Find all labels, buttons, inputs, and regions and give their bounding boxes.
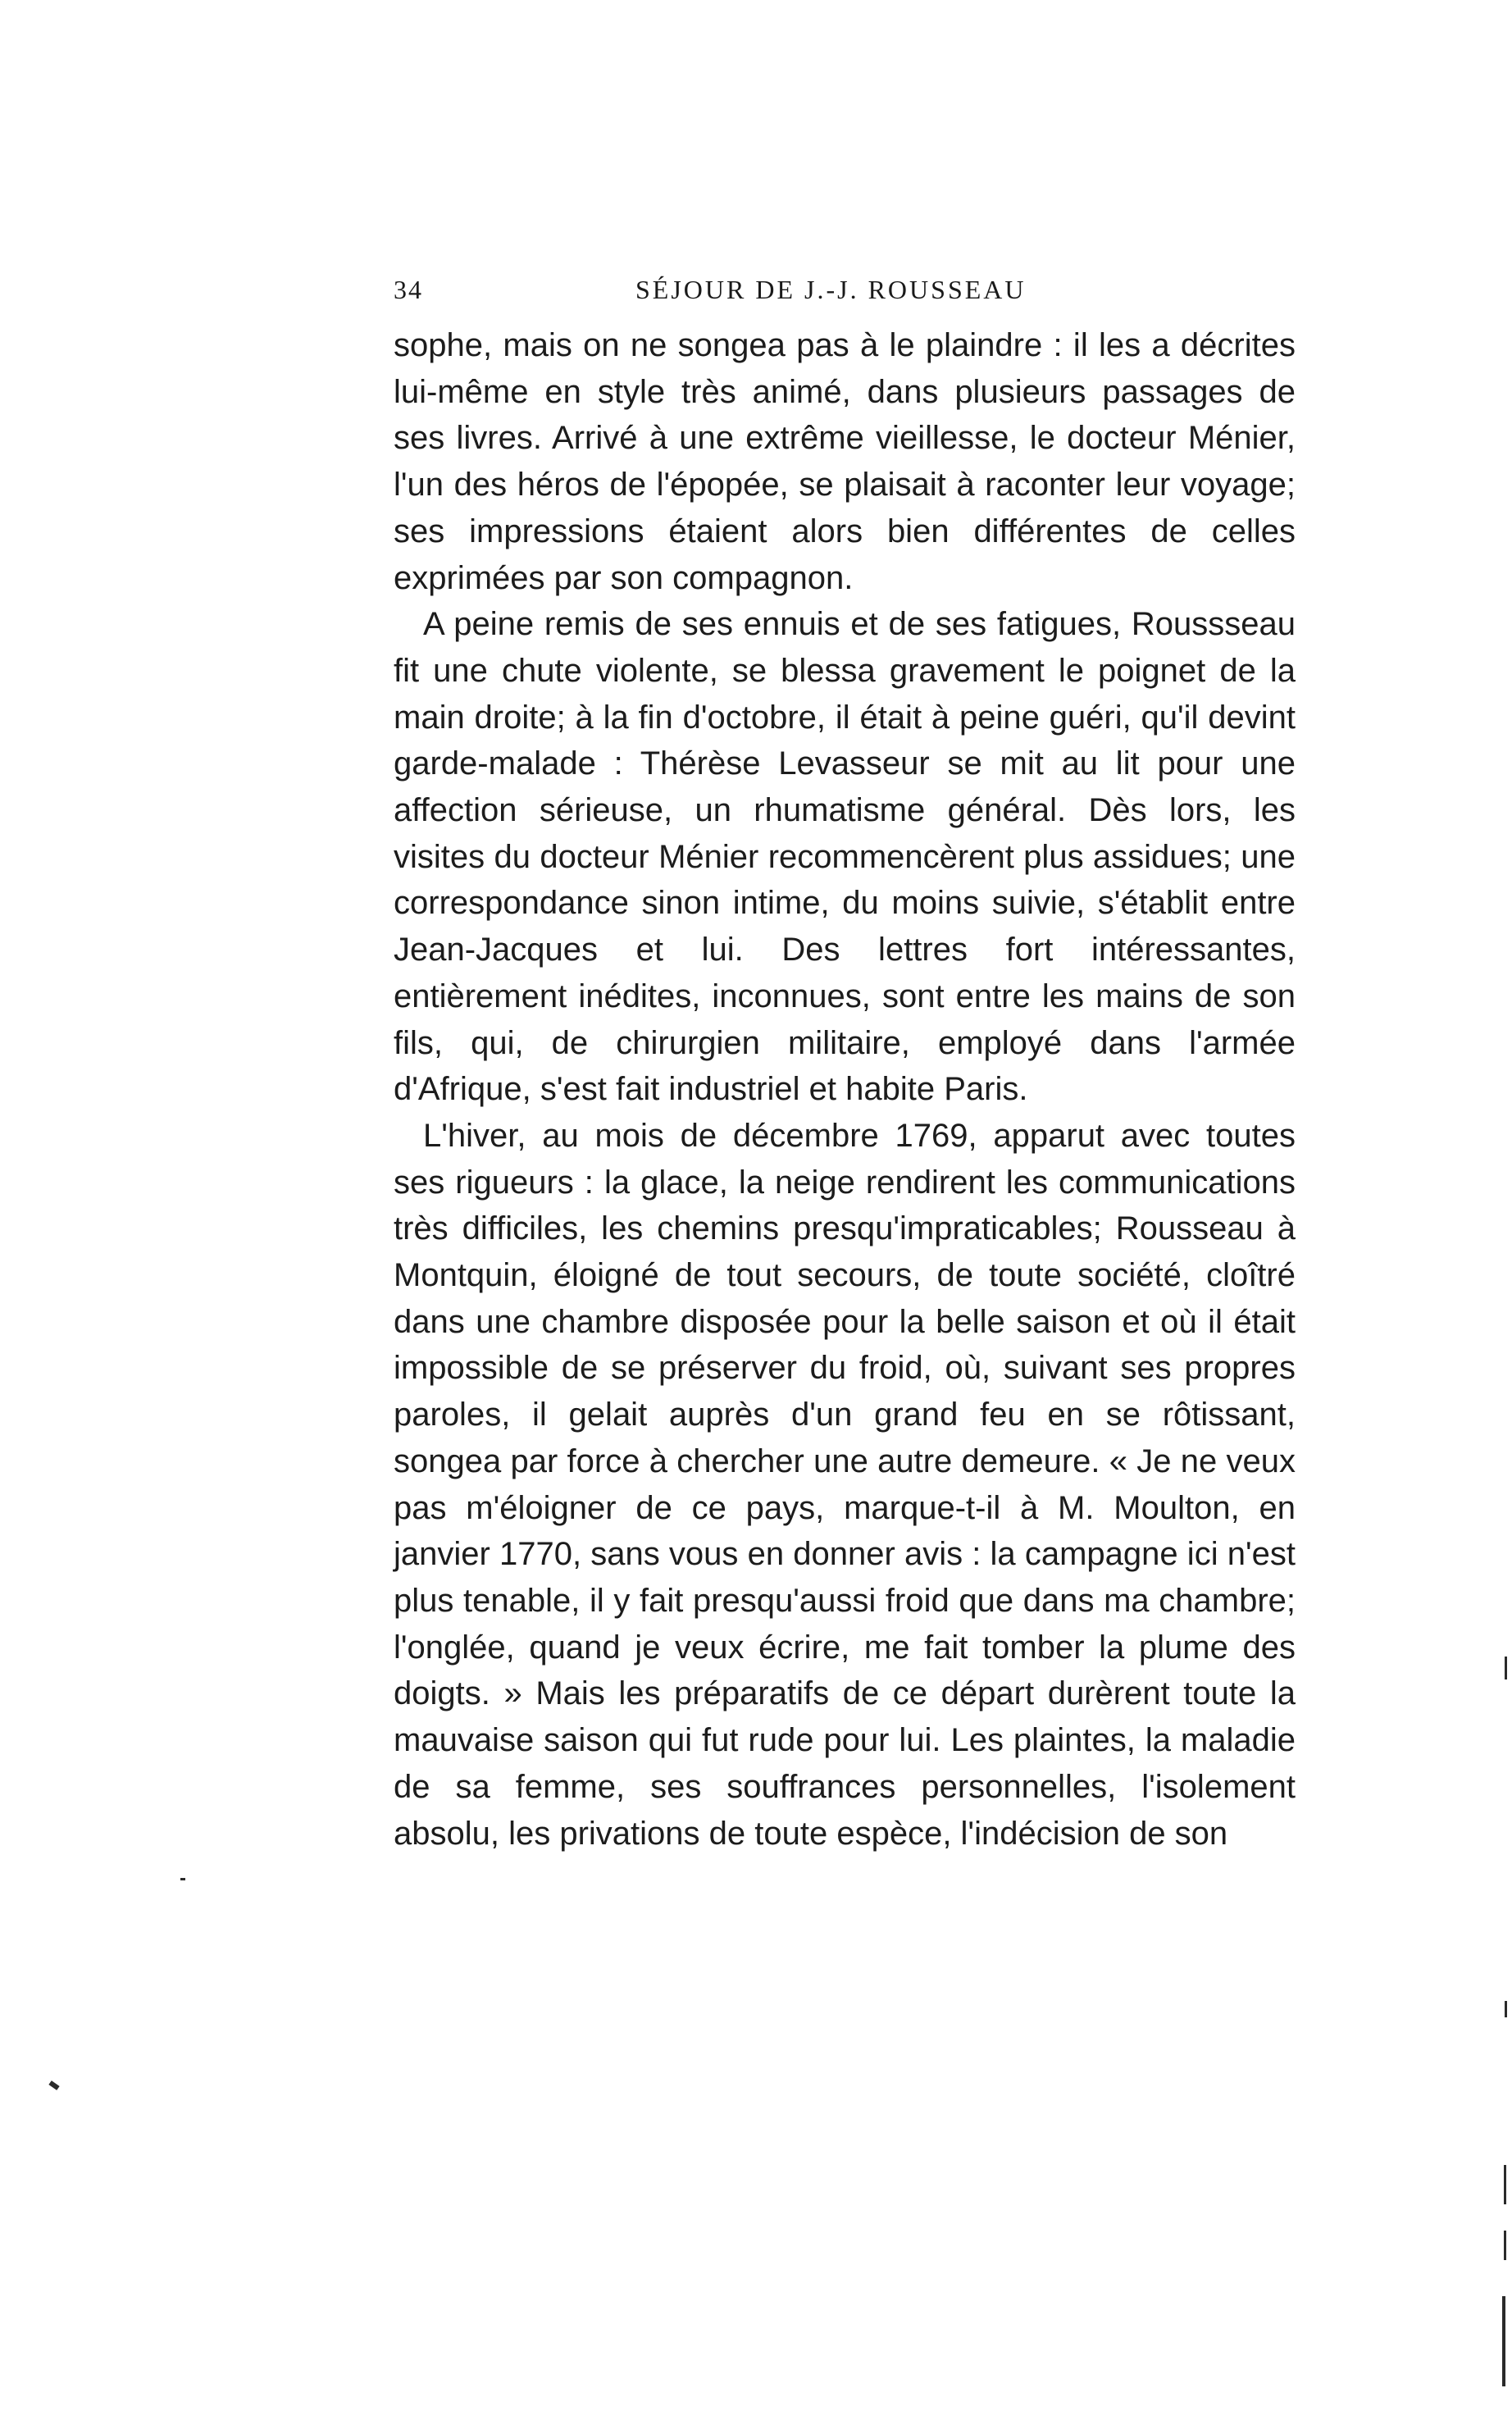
running-title: SÉJOUR DE J.-J. ROUSSEAU [635, 275, 1027, 304]
paragraph-continued: sophe, mais on ne songea pas à le plaindre : il les a décrites lui-même en style très animé, dans plusieurs passages de ses livres. Arrivé à une extrême vieillesse, le docteur Ménier, l'un des héros de l'épopée, se plaisait à raconter leur voyage; ses impressions étaient alors bien différentes de celles exprimées par son compagnon. [394, 327, 1296, 596]
scan-edge-mark [1504, 2231, 1506, 2260]
body-text [394, 322, 1296, 1857]
scan-speck [48, 2080, 59, 2090]
page-number: 34 [394, 275, 423, 304]
paragraph: L'hiver, au mois de décembre 1769, apparut avec toutes ses rigueurs : la glace, la neige rendirent les communications très difficiles, les chemins presqu'impraticables; Rousseau à Montquin, éloigné de tout secours, de toute société, cloîtré dans une chambre disposée pour la belle saison et où il était impossible de se préserver du froid, où, suivant ses propres paroles, il gelait auprès d'un grand feu en se rôtissant, songea par force à chercher une autre demeure. « Je ne veux pas m'éloigner de ce pays, marque-t-il à M. Moulton, en janvier 1770, sans vous en donner avis : la campagne ici n'est plus tenable, il y fait presqu'aussi froid que dans ma chambre; l'onglée, quand je veux écrire, me fait tomber la plume des doigts. » Mais les préparatifs de ce départ durèrent toute la mauvaise saison qui fut rude pour lui. Les plaintes, la maladie de sa femme, ses souffrances personnelles, l'isolement absolu, les privations de toute espèce, l'indécision de son [394, 1117, 1296, 1852]
scan-edge-mark [1504, 2165, 1506, 2204]
scan-edge-mark [1502, 2296, 1505, 2386]
scan-edge-mark [1505, 2001, 1507, 2017]
running-header [394, 275, 1296, 316]
scan-edge-mark [1505, 1657, 1507, 1679]
scan-speck [180, 1878, 185, 1880]
paragraph: A peine remis de ses ennuis et de ses fatigues, Roussseau fit une chute violente, se blessa gravement le poignet de la main droite; à la fin d'octobre, il était à peine guéri, qu'il devint garde-malade : Thérèse Levasseur se mit au lit pour une affection sérieuse, un rhumatisme général. Dès lors, les visites du docteur Ménier recommencèrent plus assidues; une correspondance sinon intime, du moins suivie, s'établit entre Jean-Jacques et lui. Des lettres fort intéressantes, entièrement inédites, inconnues, sont entre les mains de son fils, qui, de chirurgien militaire, employé dans l'armée d'Afrique, s'est fait industriel et habite Paris. [394, 606, 1296, 1108]
